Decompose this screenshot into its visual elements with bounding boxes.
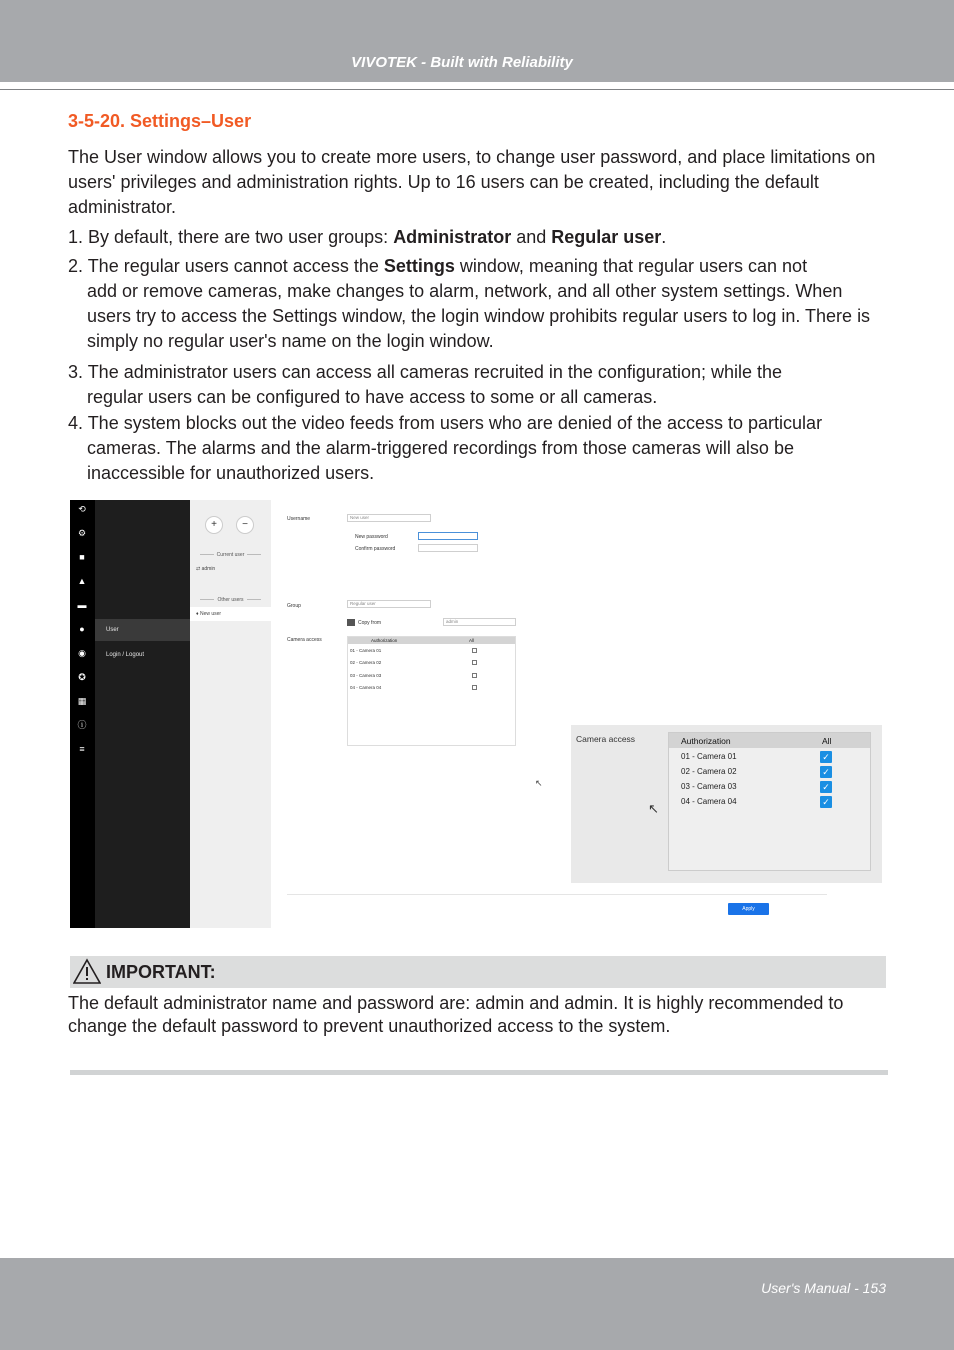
checkbox-checked-icon[interactable]: ✓ xyxy=(820,751,832,763)
settings-user-screenshot xyxy=(70,500,882,930)
table-row: 01 - Camera 01 xyxy=(350,648,382,653)
list-item-1 xyxy=(68,225,888,250)
important-label: IMPORTANT: xyxy=(106,962,216,982)
checkbox-checked-icon[interactable]: ✓ xyxy=(820,781,832,793)
current-user-name: admin xyxy=(201,566,216,572)
current-user-entry[interactable]: ⇄ admin xyxy=(196,566,216,572)
camera-access-label: Camera access xyxy=(287,637,322,643)
item2-post: window, meaning that regular users can not xyxy=(454,256,808,276)
item3-first-line: 3. The administrator users can access all cameras recruited in the configuration; while the xyxy=(68,362,783,382)
new-user-entry[interactable]: ♦ New user xyxy=(190,607,271,621)
copy-from-select[interactable]: admin xyxy=(443,618,516,626)
warning-icon xyxy=(73,958,101,985)
settings-menu xyxy=(95,500,190,928)
confirm-password-label: Confirm password xyxy=(355,546,396,552)
item1-pre: 1. By default, there are two user groups: xyxy=(68,227,394,247)
item1-bold-admin: Administrator xyxy=(393,227,512,247)
new-user-name: New user xyxy=(199,611,222,617)
remove-user-button[interactable]: − xyxy=(236,516,254,534)
menu-item-user[interactable]: User xyxy=(95,619,190,641)
mouse-cursor-icon: ↖ xyxy=(535,778,543,788)
camera-checkbox[interactable] xyxy=(472,673,477,678)
zoom-camera-access-table xyxy=(668,732,871,871)
copy-from-label: Copy from xyxy=(358,620,382,626)
apply-button[interactable]: Apply xyxy=(728,903,769,915)
mouse-cursor-icon: ↖ xyxy=(648,801,659,816)
menu-item-login-logout[interactable]: Login / Logout xyxy=(106,652,145,658)
item2-bold-settings: Settings xyxy=(383,256,455,276)
copy-from-checkbox[interactable] xyxy=(347,619,355,626)
bottom-rule xyxy=(70,1070,888,1075)
page-footer: User's Manual - 153 xyxy=(761,1280,886,1296)
group-label: Group xyxy=(287,603,301,609)
zoom-all-header: All xyxy=(822,736,832,746)
checkbox-checked-icon[interactable]: ✓ xyxy=(820,796,832,808)
username-input[interactable]: New user xyxy=(347,514,431,522)
camera-checkbox[interactable] xyxy=(472,685,477,690)
user-list-column xyxy=(190,500,271,928)
current-user-label: Current user xyxy=(194,552,267,558)
section-title: 3-5-20. Settings–User xyxy=(68,111,252,131)
form-divider xyxy=(287,894,827,895)
new-password-input[interactable] xyxy=(418,532,478,540)
table-row: 01 - Camera 01 xyxy=(681,752,737,761)
zoom-table-header xyxy=(669,733,870,748)
table-row: 02 - Camera 02 xyxy=(681,767,737,776)
camera-checkbox[interactable] xyxy=(472,648,477,653)
table-row: 02 - Camera 02 xyxy=(350,660,382,665)
grid-icon: ▦ xyxy=(77,696,87,706)
list-item-3 xyxy=(68,360,888,410)
camera-access-header xyxy=(348,637,515,644)
gear-icon: ⚙ xyxy=(77,528,87,538)
item4-rest: cameras. The alarms and the alarm-triggered recordings from those cameras will also be inaccessible for unauthorized users. xyxy=(87,438,794,483)
item1-mid: and xyxy=(511,227,552,247)
header-title: VIVOTEK - Built with Reliability xyxy=(351,54,573,71)
other-users-label: Other users xyxy=(194,597,267,603)
important-band xyxy=(70,956,886,988)
checkbox-checked-icon[interactable]: ✓ xyxy=(820,766,832,778)
camera-access-table xyxy=(347,636,516,746)
liveview-icon: ⟲ xyxy=(78,504,86,514)
zoom-auth-header: Authorization xyxy=(681,736,731,746)
camera-checkbox[interactable] xyxy=(472,660,477,665)
info-icon: ⓘ xyxy=(77,720,87,730)
add-user-button[interactable]: + xyxy=(205,516,223,534)
table-row: 03 - Camera 03 xyxy=(681,782,737,791)
camera-icon: ■ xyxy=(79,552,85,562)
all-header: All xyxy=(469,638,475,643)
icon-rail xyxy=(70,500,95,928)
table-row: 04 - Camera 04 xyxy=(681,797,737,806)
item2-first-line xyxy=(68,254,888,279)
auth-header: Authorization xyxy=(371,638,398,643)
confirm-password-input[interactable] xyxy=(418,544,478,552)
header-rule xyxy=(0,89,954,90)
camera-access-zoom-callout xyxy=(571,725,882,883)
list-item-4 xyxy=(68,411,888,486)
item2-rest: add or remove cameras, make changes to alarm, network, and all other system settings. When users try to access the Settings window, the login window prohibits regular users to log in. There is simply no regular user's name on the login window. xyxy=(87,281,871,351)
storage-icon: ◉ xyxy=(78,648,86,658)
item1-bold-regular: Regular user xyxy=(551,227,662,247)
list-item-2 xyxy=(68,254,888,354)
group-select[interactable]: Regular user xyxy=(347,600,431,608)
item4-first-line: 4. The system blocks out the video feeds from users who are denied of the access to particular xyxy=(68,413,823,433)
new-password-label: New password xyxy=(355,534,388,540)
network-icon: ✪ xyxy=(78,672,86,682)
footer-band xyxy=(0,1258,954,1350)
zoom-camera-access-label: Camera access xyxy=(576,734,636,744)
user-icon: ● xyxy=(79,624,85,634)
item3-rest: regular users can be configured to have access to some or all cameras. xyxy=(87,387,658,407)
display-icon: ▬ xyxy=(77,600,87,610)
license-icon: ≡ xyxy=(79,744,85,754)
alarm-icon: ▲ xyxy=(77,576,87,586)
table-row: 04 - Camera 04 xyxy=(350,685,382,690)
item2-pre: 2. The regular users cannot access the xyxy=(68,256,384,276)
intro-paragraph: The User window allows you to create more users, to change user password, and place limitations on users' privileges and administration rights. Up to 16 users can be created, including the default administrator. xyxy=(68,147,876,217)
important-text: The default administrator name and password are: admin and admin. It is highly recommended to change the default password to prevent unauthorized access to the system. xyxy=(68,993,844,1036)
table-row: 03 - Camera 03 xyxy=(350,673,382,678)
item1-post: . xyxy=(661,227,667,247)
username-label: Username xyxy=(287,516,311,522)
